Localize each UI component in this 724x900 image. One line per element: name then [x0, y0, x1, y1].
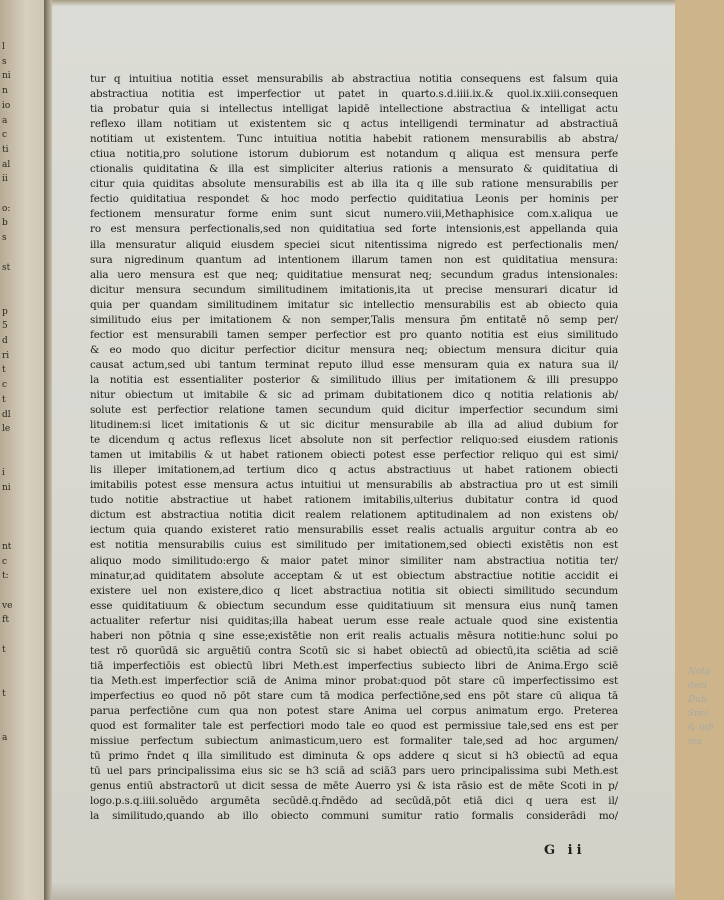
text-line: tudo notitie abstractiue ut habet rationem imitabilis,ulterius dubitatur contra id quod	[90, 494, 618, 507]
left-fragment	[2, 628, 42, 643]
left-fragment: le	[2, 424, 11, 435]
left-fragment: ni	[2, 71, 11, 82]
text-line: quod est formaliter tale est perfectiori modo tale eo quod est permissiue tale,sed ens est per	[90, 720, 618, 733]
text-line: esse quiditatiuum & obiectum secundum esse quiditatiuum sit mensura eius nunq̄ tamen	[90, 599, 618, 612]
left-fragment	[2, 702, 42, 717]
text-line: ctionalis quiditatina & illa est simpliciter alterius rationis a mensurato & quiditatiua di	[90, 163, 618, 176]
text-line: illa mensuratur aliquid eiusdem speciei sicut nitentissima nigredo est perfectionalis men/	[90, 238, 618, 251]
text-line: haberi non pōtnia q sine esse;existētie non erit realis actualis mēsura notitie:hunc solui po	[90, 629, 618, 642]
text-line: tia Meth.est imperfectior sciā de Anima minor probat:quod pōt stare cū imperfectissimo est	[90, 674, 618, 687]
text-line: actualiter refertur nisi quiditas;illa habeat uerum esse reale actuale quod sine existentia	[90, 614, 618, 627]
ghost-line: Nota	[688, 667, 711, 677]
left-fragment	[2, 584, 42, 599]
text-line: litudinem:si licet imitationis & ut sic dicitur mensurabile ab illa ad aliud dubium for	[90, 419, 618, 432]
text-line: abstractiua notitia est imperfectior ut patet in quarto.s.d.iiii.ix.& quol.ix.xiii.consequen	[90, 88, 618, 101]
left-fragment: dl	[2, 409, 11, 420]
text-line: tur q intuitiua notitia esset mensurabilis ab abstractiua notitia consequens est falsum quia	[90, 73, 618, 85]
main-text-block	[90, 72, 618, 824]
text-line: aliquo modo similitudo:ergo & maior patet minor similiter nam abstractiua notitia ter/	[90, 554, 618, 567]
left-fragment: t	[2, 644, 6, 655]
text-line: fectio quiditatiua respondet & hoc modo perfectio quiditatiua Leonis per hominis per	[90, 193, 618, 206]
left-fragment: s	[2, 233, 7, 244]
left-fragment: c	[2, 380, 8, 391]
text-line: sura nigredinum quantum ad intentionem illarum tamen non est quiditatiua mensura:	[90, 253, 618, 266]
text-line: imperfectius eo quod nō pōt stare cum tā modica perfectiōne,sed ens pōt stare cū aliqua tā	[90, 689, 618, 702]
text-line: parua perfectiōne cum qua non potest stare Anima uel corpus animatum ergo. Preterea	[90, 704, 618, 717]
text-line: causat actum,sed ubi tantum terminat reputo illud esse mensuram quia ex natura sua il/	[90, 358, 618, 371]
text-line: tamen ut imitabilis & ut habet rationem obiecti potest esse perfectior reliquo qui est simi/	[90, 449, 618, 462]
left-page-fragments	[2, 40, 42, 775]
text-line: ro est mensura perfectionalis,sed non quiditatiua sed forte intensionis,est appellanda quia	[90, 223, 618, 236]
text-line: fectior est mensurabili tamen semper perfectior est pro quanto notitia est eius similitudo	[90, 328, 618, 341]
text-line: ctiua notitia,pro solutione istorum dubiorum est notandum q aliqua est mensura perfe	[90, 148, 618, 161]
text-line: tiā imperfectiōis est obiectū libri Meth.est imperfectius subiecto libri de Anima.Ergo sciē	[90, 659, 618, 672]
left-fragment	[2, 746, 42, 761]
left-fragment	[2, 716, 42, 731]
left-fragment: c	[2, 556, 8, 567]
left-fragment	[2, 760, 42, 775]
ghost-line: Dub	[688, 695, 707, 705]
text-line: reflexo illam notitiam ut existentem sic q actus intelligendi terminatur ad abstractiuā	[90, 118, 618, 131]
text-line: tū uel pars principalissima eius sic se h3 sciā ad sciā3 pars uero principalissima subi Meth.est	[90, 765, 618, 778]
left-fragment: ri	[2, 350, 10, 361]
ghost-line: ma	[688, 737, 702, 747]
left-fragment: ni	[2, 483, 11, 494]
left-fragment: a	[2, 733, 8, 744]
text-line: genus entiū abstractorū ut dicit sessa de mēte Auerro ysi & ista rāsio est de mēte Scoti in p/	[90, 780, 618, 793]
left-fragment	[2, 511, 42, 526]
text-line: solute est perfectior relatione tamen secundum quid dicitur imperfectior secundum simi	[90, 404, 618, 417]
text-line: te dicendum q actus reflexus licet absolute non sit perfectior reliquo:sed eiusdem rationis	[90, 434, 618, 447]
left-fragment: ti	[2, 144, 9, 155]
text-line: lis illeper imitationem,ad tertium dico q actus abstractiuus ut habet rationem obiecti	[90, 464, 618, 477]
right-margin-ghost-text	[688, 665, 724, 749]
left-fragment: ii	[2, 174, 8, 185]
text-line: la similitudo,quando ab illo obiecto communi sumitur ratio formalis considerādi mo/	[90, 810, 618, 823]
left-fragment	[2, 525, 42, 540]
text-line: & eo modo quo dicitur perfectior dicitur mensura neq; obiectum mensura dicitur quia	[90, 343, 618, 356]
left-page-edge	[0, 0, 45, 900]
text-line: imitabilis potest esse mensura actus intuitiui ut mensurabilis ab abstractiua pro ut est simili	[90, 479, 618, 492]
left-fragment	[2, 290, 42, 305]
left-fragment: io	[2, 100, 11, 111]
ghost-line: & infi	[688, 723, 714, 733]
text-line: minatur,ad quiditatem absolute acceptam & ut est obiectum abstractiue notitie accidit ei	[90, 569, 618, 582]
left-fragment	[2, 658, 42, 673]
text-line: citur quia quiditas absolute mensurabilis est ab illa ita q ille sub ratione mensurabilis per	[90, 178, 618, 191]
text-line: dicitur mensura secundum similitudinem imitationis,ita ut precise mensurari dicatur id	[90, 283, 618, 296]
page-top-edge	[52, 0, 675, 6]
text-line: alia uero mensura est que neq; quiditatiue mensurat neq; secundum gradus intensionales:	[90, 268, 618, 281]
left-fragment	[2, 452, 42, 467]
text-line: la notitia est essentialiter posterior & similitudo illius per imitationem & illi presuppo	[90, 373, 618, 386]
left-fragment: o:	[2, 203, 11, 214]
ghost-line: deci	[688, 681, 708, 691]
text-line: tū primo r̄ndet q illa similitudo est diminuta & ops addere q sicut si h3 obiectū ad equa	[90, 750, 618, 763]
left-fragment	[2, 672, 42, 687]
left-fragment: t:	[2, 571, 9, 582]
left-fragment	[2, 246, 42, 261]
left-fragment	[2, 187, 42, 202]
text-line: est notitia mensurabilis cuius est similitudo per imitationem,sed obiecti existētis non est	[90, 539, 618, 552]
left-fragment: 5	[2, 321, 8, 332]
left-fragment: st	[2, 262, 11, 273]
book-page	[52, 0, 714, 900]
text-line: fectionem mensuratur forme enim sunt sicut numero.viii,Methaphisice com.x.aliqua ue	[90, 208, 618, 221]
left-fragment: ft	[2, 615, 9, 626]
text-line: similitudo eius per imitationem & non semper,Talis mensura p̄m entitatē nō semp per/	[90, 313, 618, 326]
text-line: test rō quorūdā sic arguētiū contra Scotū sic si habet obiectū ad obiectū,ita sciētia ad sciē	[90, 644, 618, 657]
left-fragment: d	[2, 336, 8, 347]
left-fragment: al	[2, 159, 11, 170]
left-fragment: t	[2, 365, 6, 376]
book-gutter	[44, 0, 52, 900]
text-line: quia per quandam similitudinem imitatur sic intellectio mensurabilis est ab obiecto quia	[90, 298, 618, 311]
ghost-line: Simi	[688, 709, 709, 719]
text-line: tia probatur quia si intellectus intelligat lapidē intellectione abstractiua & intelligat actu	[90, 103, 618, 116]
signature-mark: G ii	[544, 843, 586, 858]
page-bottom-shadow	[52, 882, 675, 900]
text-line: logo.p.s.q.iiii.soluēdo argumēta secūdē.q.r̄ndēdo ad secūdā,pōt etiā dici q uera est il/	[90, 795, 618, 808]
left-fragment: i	[2, 468, 5, 479]
left-fragment: t	[2, 394, 6, 405]
text-line: nitur obiectum ut imitabile & sic ad primam dubitationem dico q notitia relationis ab/	[90, 388, 618, 401]
left-fragment: c	[2, 130, 8, 141]
left-fragment: p	[2, 306, 8, 317]
text-line: notitiam ut existentem. Tunc intuitiua notitia habebit rationem mensurabilis ab abstra/	[90, 133, 618, 146]
text-line: missiue perfectum subiectum animasticum,uero est formaliter tale,sed ad hoc argumen/	[90, 735, 618, 748]
left-fragment	[2, 437, 42, 452]
text-line: dictum est abstractiua notitia dicit realem relationem aptitudinalem ad non existens ob/	[90, 509, 618, 522]
left-fragment: a	[2, 115, 8, 126]
left-fragment: n	[2, 86, 8, 97]
left-fragment	[2, 275, 42, 290]
text-line: existere uel non existere,dico q licet abstractiua notitia sit obiecti similitudo secundum	[90, 584, 618, 597]
left-fragment: ve	[2, 600, 13, 611]
left-fragment: s	[2, 56, 7, 67]
left-fragment: t	[2, 688, 6, 699]
left-fragment: b	[2, 218, 8, 229]
left-fragment: l	[2, 42, 5, 52]
text-line: iectum quia quando existeret ratio mensurabilis esset realis actualis arguitur contra ab eo	[90, 524, 618, 537]
left-fragment: nt	[2, 541, 12, 552]
left-fragment	[2, 496, 42, 511]
